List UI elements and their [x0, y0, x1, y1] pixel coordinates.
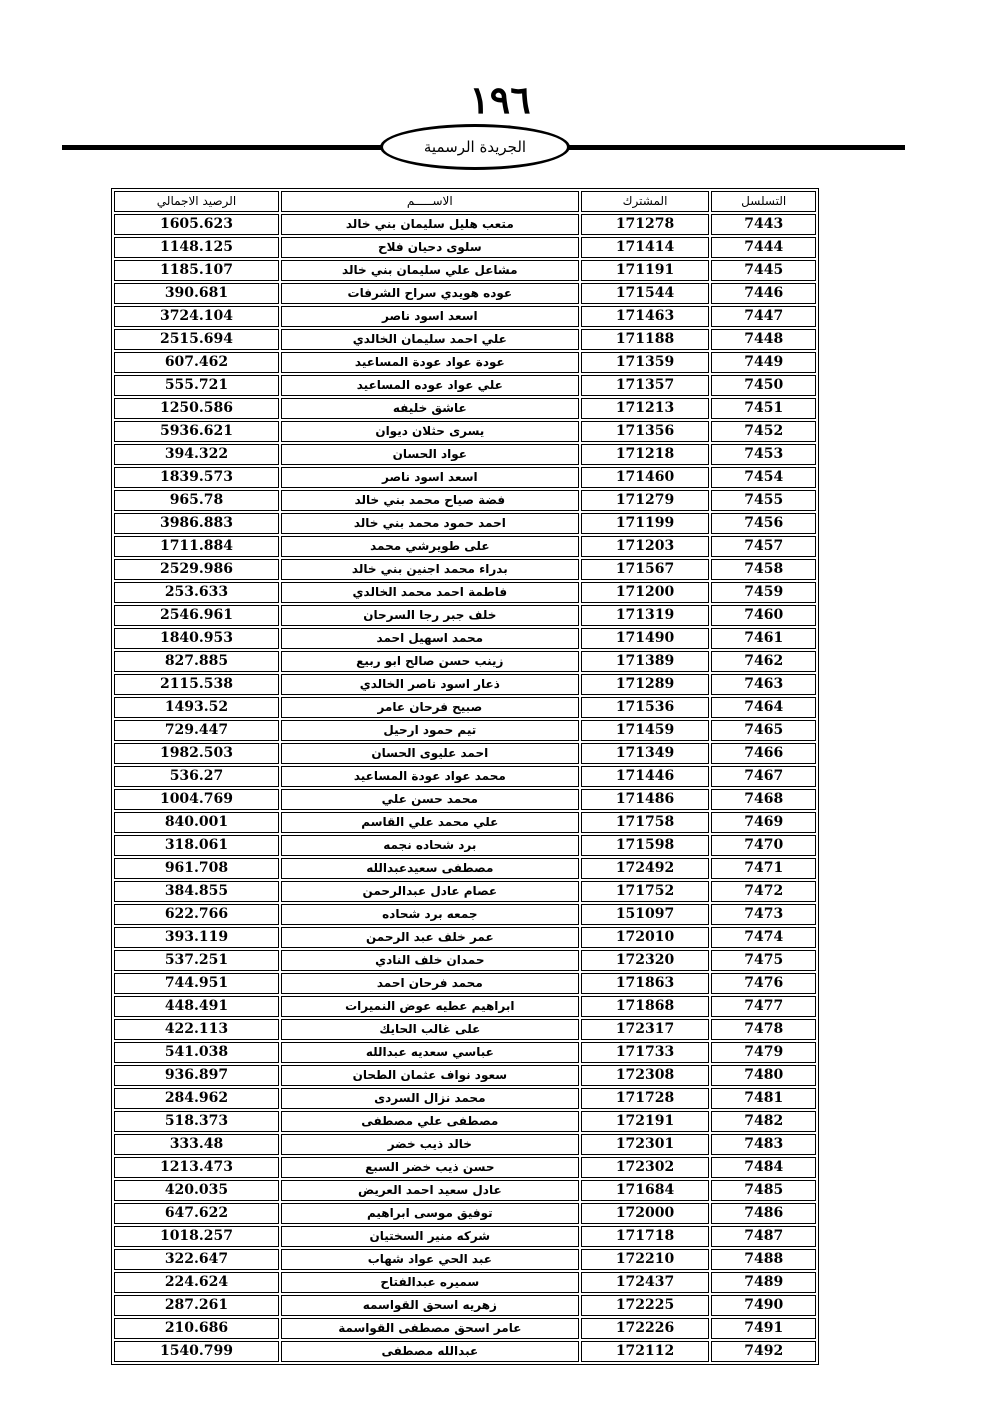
serial-cell: 7485 [711, 1180, 816, 1201]
subscriber-cell: 171598 [581, 835, 710, 856]
balance-cell: 253.633 [114, 582, 279, 603]
table-row [114, 1272, 816, 1293]
table-row [114, 1180, 816, 1201]
balance-cell: 287.261 [114, 1295, 279, 1316]
name-cell: مصطفى علي مصطفى [281, 1111, 579, 1132]
name-cell: عادل سعيد احمد العريض [281, 1180, 579, 1201]
serial-cell: 7469 [711, 812, 816, 833]
serial-cell: 7470 [711, 835, 816, 856]
serial-cell: 7490 [711, 1295, 816, 1316]
balance-cell: 1840.953 [114, 628, 279, 649]
table-row [114, 812, 816, 833]
table-row [114, 973, 816, 994]
table-row [114, 927, 816, 948]
table-row [114, 1318, 816, 1339]
table-row [114, 559, 816, 580]
name-cell: علي احمد سليمان الخالدي [281, 329, 579, 350]
balance-cell: 536.27 [114, 766, 279, 787]
balance-cell: 1018.257 [114, 1226, 279, 1247]
balance-cell: 840.001 [114, 812, 279, 833]
table-row [114, 1065, 816, 1086]
table-row [114, 1019, 816, 1040]
serial-cell: 7483 [711, 1134, 816, 1155]
subscriber-cell: 171684 [581, 1180, 710, 1201]
table-row [114, 352, 816, 373]
subscriber-cell: 171191 [581, 260, 710, 281]
subscriber-cell: 172226 [581, 1318, 710, 1339]
table-row [114, 743, 816, 764]
subscriber-cell: 171460 [581, 467, 710, 488]
name-cell: عصام عادل عبدالرحمن [281, 881, 579, 902]
subscriber-cell: 171414 [581, 237, 710, 258]
table-row [114, 375, 816, 396]
table-row [114, 329, 816, 350]
balance-cell: 2115.538 [114, 674, 279, 695]
name-cell: اسعد اسود ناصر [281, 306, 579, 327]
serial-cell: 7486 [711, 1203, 816, 1224]
serial-cell: 7459 [711, 582, 816, 603]
name-cell: سميره عبدالفتاح [281, 1272, 579, 1293]
table-row [114, 260, 816, 281]
balance-cell: 5936.621 [114, 421, 279, 442]
balance-cell: 1185.107 [114, 260, 279, 281]
subscriber-cell: 171213 [581, 398, 710, 419]
table-row [114, 1249, 816, 1270]
serial-cell: 7487 [711, 1226, 816, 1247]
name-cell: متعب هليل سليمان بني خالد [281, 214, 579, 235]
subscriber-cell: 171486 [581, 789, 710, 810]
serial-cell: 7453 [711, 444, 816, 465]
balance-cell: 607.462 [114, 352, 279, 373]
serial-cell: 7454 [711, 467, 816, 488]
table-header-row [114, 191, 816, 212]
table-row [114, 1295, 816, 1316]
serial-cell: 7480 [711, 1065, 816, 1086]
subscriber-cell: 171200 [581, 582, 710, 603]
name-cell: عبد الحي عواد شهاب [281, 1249, 579, 1270]
subscriber-cell: 171199 [581, 513, 710, 534]
balance-cell: 827.885 [114, 651, 279, 672]
balance-cell: 1250.586 [114, 398, 279, 419]
subscriber-cell: 172210 [581, 1249, 710, 1270]
subscriber-cell: 171319 [581, 605, 710, 626]
serial-cell: 7475 [711, 950, 816, 971]
balance-cell: 390.681 [114, 283, 279, 304]
name-cell: ابراهيم عطيه عوض النميرات [281, 996, 579, 1017]
subscriber-cell: 171389 [581, 651, 710, 672]
subscriber-cell: 171544 [581, 283, 710, 304]
name-cell: سعود نواف عثمان الطحان [281, 1065, 579, 1086]
balance-cell: 647.622 [114, 1203, 279, 1224]
name-cell: برد شحاده نجمه [281, 835, 579, 856]
serial-cell: 7457 [711, 536, 816, 557]
serial-cell: 7458 [711, 559, 816, 580]
subscriber-cell: 171728 [581, 1088, 710, 1109]
name-cell: مشاعل علي سليمان بني خالد [281, 260, 579, 281]
table-row [114, 835, 816, 856]
balance-cell: 1711.884 [114, 536, 279, 557]
subscriber-cell: 171357 [581, 375, 710, 396]
serial-cell: 7472 [711, 881, 816, 902]
page-number: ١٩٦ [469, 77, 531, 122]
balance-cell: 3724.104 [114, 306, 279, 327]
subscriber-cell: 171359 [581, 352, 710, 373]
name-cell: فاطمة احمد محمد الخالدي [281, 582, 579, 603]
serial-cell: 7451 [711, 398, 816, 419]
serial-cell: 7479 [711, 1042, 816, 1063]
subscriber-cell: 171349 [581, 743, 710, 764]
name-cell: علي محمد علي القاسم [281, 812, 579, 833]
serial-cell: 7446 [711, 283, 816, 304]
subscriber-cell: 172437 [581, 1272, 710, 1293]
table-row [114, 421, 816, 442]
balance-cell: 333.48 [114, 1134, 279, 1155]
table-row [114, 881, 816, 902]
balance-cell: 420.035 [114, 1180, 279, 1201]
balance-cell: 394.322 [114, 444, 279, 465]
serial-cell: 7481 [711, 1088, 816, 1109]
name-cell: عامر اسحق مصطفى القواسمة [281, 1318, 579, 1339]
table-row [114, 1134, 816, 1155]
column-header-name: الاســـــم [281, 191, 579, 212]
balance-cell: 518.373 [114, 1111, 279, 1132]
balance-cell: 3986.883 [114, 513, 279, 534]
balance-cell: 1148.125 [114, 237, 279, 258]
table-row [114, 513, 816, 534]
name-cell: عوده هويدي سراح الشرفات [281, 283, 579, 304]
subscriber-cell: 171459 [581, 720, 710, 741]
balance-cell: 1982.503 [114, 743, 279, 764]
name-cell: محمد اسهيل احمد [281, 628, 579, 649]
balance-cell: 2515.694 [114, 329, 279, 350]
balance-cell: 2546.961 [114, 605, 279, 626]
balance-cell: 1605.623 [114, 214, 279, 235]
column-header-subscriber: المشترك [581, 191, 710, 212]
subscriber-cell: 171718 [581, 1226, 710, 1247]
subscriber-cell: 171868 [581, 996, 710, 1017]
serial-cell: 7468 [711, 789, 816, 810]
table-row [114, 674, 816, 695]
table-row [114, 582, 816, 603]
subscriber-cell: 172010 [581, 927, 710, 948]
subscriber-balance-table [111, 188, 819, 1365]
table-row [114, 605, 816, 626]
balance-cell: 1493.52 [114, 697, 279, 718]
table-row [114, 490, 816, 511]
serial-cell: 7476 [711, 973, 816, 994]
name-cell: علي عواد عوده المساعيد [281, 375, 579, 396]
balance-cell: 210.686 [114, 1318, 279, 1339]
subscriber-cell: 171863 [581, 973, 710, 994]
name-cell: سلوى دحيان فلاح [281, 237, 579, 258]
subscriber-cell: 171188 [581, 329, 710, 350]
table-row [114, 1111, 816, 1132]
subscriber-cell: 171567 [581, 559, 710, 580]
subscriber-cell: 171752 [581, 881, 710, 902]
table-row [114, 398, 816, 419]
balance-cell: 224.624 [114, 1272, 279, 1293]
table-row [114, 950, 816, 971]
serial-cell: 7489 [711, 1272, 816, 1293]
serial-cell: 7484 [711, 1157, 816, 1178]
name-cell: جمعه برد شحاده [281, 904, 579, 925]
serial-cell: 7448 [711, 329, 816, 350]
serial-cell: 7478 [711, 1019, 816, 1040]
serial-cell: 7471 [711, 858, 816, 879]
balance-cell: 961.708 [114, 858, 279, 879]
serial-cell: 7452 [711, 421, 816, 442]
name-cell: عودة عواد عودة المساعيد [281, 352, 579, 373]
serial-cell: 7443 [711, 214, 816, 235]
subscriber-cell: 171536 [581, 697, 710, 718]
balance-cell: 936.897 [114, 1065, 279, 1086]
balance-cell: 384.855 [114, 881, 279, 902]
serial-cell: 7488 [711, 1249, 816, 1270]
name-cell: ذعار اسود ناصر الخالدي [281, 674, 579, 695]
column-header-total-balance: الرصيد الاجمالي [114, 191, 279, 212]
name-cell: فضة صياح محمد بني خالد [281, 490, 579, 511]
subscriber-cell: 171278 [581, 214, 710, 235]
table-row [114, 697, 816, 718]
table-row [114, 1203, 816, 1224]
name-cell: عواد الحسان [281, 444, 579, 465]
serial-cell: 7492 [711, 1341, 816, 1362]
subscriber-cell: 171203 [581, 536, 710, 557]
name-cell: محمد فرحان احمد [281, 973, 579, 994]
balance-cell: 318.061 [114, 835, 279, 856]
subscriber-cell: 171733 [581, 1042, 710, 1063]
name-cell: احمد عليوى الحسان [281, 743, 579, 764]
publication-title: الجريدة الرسمية [423, 138, 527, 156]
serial-cell: 7466 [711, 743, 816, 764]
subscriber-cell: 171463 [581, 306, 710, 327]
name-cell: شركه منير السختيان [281, 1226, 579, 1247]
name-cell: تيم حمود ارحيل [281, 720, 579, 741]
table-row [114, 1226, 816, 1247]
balance-cell: 1540.799 [114, 1341, 279, 1362]
table-row [114, 306, 816, 327]
name-cell: بدراء محمد اجنين بني خالد [281, 559, 579, 580]
subscriber-cell: 172302 [581, 1157, 710, 1178]
name-cell: عمر خلف عبد الرحمن [281, 927, 579, 948]
table-row [114, 467, 816, 488]
table-row [114, 1088, 816, 1109]
column-header-serial: التسلسل [711, 191, 816, 212]
name-cell: خلف جبر رجا السرحان [281, 605, 579, 626]
name-cell: حمدان خلف النادي [281, 950, 579, 971]
table-row [114, 904, 816, 925]
subscriber-cell: 172308 [581, 1065, 710, 1086]
subscriber-cell: 151097 [581, 904, 710, 925]
subscriber-cell: 171446 [581, 766, 710, 787]
balance-cell: 2529.986 [114, 559, 279, 580]
subscriber-cell: 171289 [581, 674, 710, 695]
table-row [114, 1341, 816, 1362]
serial-cell: 7491 [711, 1318, 816, 1339]
balance-cell: 1839.573 [114, 467, 279, 488]
table-row [114, 996, 816, 1017]
name-cell: زهريه اسحق القواسمه [281, 1295, 579, 1316]
serial-cell: 7474 [711, 927, 816, 948]
balance-cell: 448.491 [114, 996, 279, 1017]
balance-cell: 729.447 [114, 720, 279, 741]
balance-cell: 393.119 [114, 927, 279, 948]
table-row [114, 214, 816, 235]
balance-cell: 1004.769 [114, 789, 279, 810]
serial-cell: 7455 [711, 490, 816, 511]
table-row [114, 858, 816, 879]
balance-cell: 537.251 [114, 950, 279, 971]
balance-cell: 555.721 [114, 375, 279, 396]
table-row [114, 536, 816, 557]
name-cell: عباسي سعديه عبدالله [281, 1042, 579, 1063]
subscriber-cell: 172225 [581, 1295, 710, 1316]
balance-cell: 541.038 [114, 1042, 279, 1063]
balance-cell: 422.113 [114, 1019, 279, 1040]
subscriber-cell: 172317 [581, 1019, 710, 1040]
serial-cell: 7444 [711, 237, 816, 258]
name-cell: توفيق موسى ابراهيم [281, 1203, 579, 1224]
name-cell: خالد ذيب خضر [281, 1134, 579, 1155]
subscriber-cell: 171356 [581, 421, 710, 442]
serial-cell: 7463 [711, 674, 816, 695]
table-row [114, 237, 816, 258]
publication-masthead [380, 124, 570, 170]
serial-cell: 7465 [711, 720, 816, 741]
balance-cell: 284.962 [114, 1088, 279, 1109]
balance-cell: 1213.473 [114, 1157, 279, 1178]
serial-cell: 7462 [711, 651, 816, 672]
subscriber-cell: 171279 [581, 490, 710, 511]
table-row [114, 628, 816, 649]
name-cell: زينب حسن صالح ابو ربيع [281, 651, 579, 672]
name-cell: محمد نزال السردى [281, 1088, 579, 1109]
serial-cell: 7456 [711, 513, 816, 534]
balance-cell: 322.647 [114, 1249, 279, 1270]
name-cell: احمد حمود محمد بني خالد [281, 513, 579, 534]
table-body [114, 214, 816, 1362]
name-cell: على طويرشي محمد [281, 536, 579, 557]
serial-cell: 7460 [711, 605, 816, 626]
subscriber-cell: 172000 [581, 1203, 710, 1224]
serial-cell: 7447 [711, 306, 816, 327]
name-cell: محمد عواد عودة المساعيد [281, 766, 579, 787]
subscriber-cell: 172492 [581, 858, 710, 879]
serial-cell: 7450 [711, 375, 816, 396]
name-cell: عبدالله مصطفى [281, 1341, 579, 1362]
serial-cell: 7467 [711, 766, 816, 787]
subscriber-cell: 172320 [581, 950, 710, 971]
serial-cell: 7445 [711, 260, 816, 281]
balance-cell: 965.78 [114, 490, 279, 511]
serial-cell: 7482 [711, 1111, 816, 1132]
table-row [114, 444, 816, 465]
name-cell: عاشق خليفه [281, 398, 579, 419]
table-row [114, 651, 816, 672]
serial-cell: 7473 [711, 904, 816, 925]
balance-cell: 744.951 [114, 973, 279, 994]
serial-cell: 7464 [711, 697, 816, 718]
name-cell: يسرى حثلان ديوان [281, 421, 579, 442]
table-row [114, 720, 816, 741]
subscriber-cell: 172301 [581, 1134, 710, 1155]
name-cell: محمد حسن علي [281, 789, 579, 810]
name-cell: على غالب الحايك [281, 1019, 579, 1040]
table-row [114, 766, 816, 787]
subscriber-cell: 171490 [581, 628, 710, 649]
name-cell: اسعد اسود ناصر [281, 467, 579, 488]
serial-cell: 7461 [711, 628, 816, 649]
serial-cell: 7477 [711, 996, 816, 1017]
subscriber-cell: 171218 [581, 444, 710, 465]
name-cell: صبيح فرحان عامر [281, 697, 579, 718]
table-row [114, 1042, 816, 1063]
subscriber-cell: 172191 [581, 1111, 710, 1132]
name-cell: مصطفى سعيدعبدالله [281, 858, 579, 879]
serial-cell: 7449 [711, 352, 816, 373]
table-row [114, 283, 816, 304]
table-row [114, 1157, 816, 1178]
subscriber-cell: 171758 [581, 812, 710, 833]
balance-cell: 622.766 [114, 904, 279, 925]
name-cell: حسن ذيب خضر السبع [281, 1157, 579, 1178]
table-row [114, 789, 816, 810]
subscriber-cell: 172112 [581, 1341, 710, 1362]
